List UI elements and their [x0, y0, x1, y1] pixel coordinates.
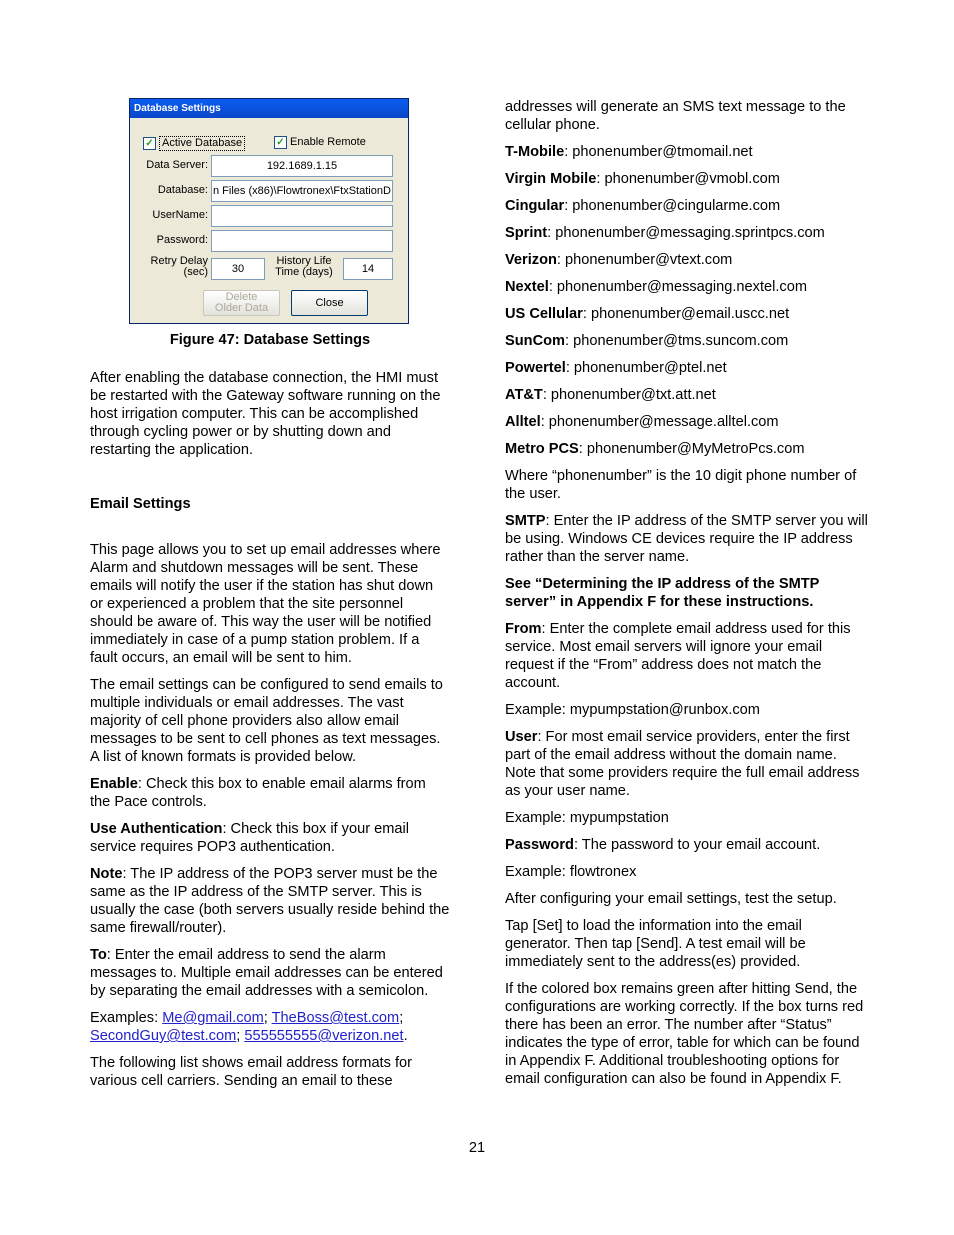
- example-link-2[interactable]: TheBoss@test.com: [271, 1010, 400, 1026]
- to-term: To: [90, 947, 107, 963]
- enable-remote-checkbox[interactable]: [274, 136, 366, 149]
- enable-text: : Check this box to enable email alarms from the Pace controls.: [90, 776, 426, 810]
- username-label: UserName:: [152, 209, 208, 221]
- history-life-input[interactable]: 14: [343, 258, 393, 280]
- after-configuring-paragraph: After configuring your email settings, test the setup.: [505, 891, 837, 907]
- figure-caption: Figure 47: Database Settings: [169, 332, 371, 348]
- user-paragraph: [505, 728, 870, 800]
- auth-term: Use Authentication: [90, 821, 223, 837]
- username-input[interactable]: [211, 205, 393, 227]
- carrier-name: Verizon: [505, 252, 557, 268]
- carrier-name: Powertel: [505, 360, 566, 376]
- dialog-title: Database Settings: [130, 99, 408, 118]
- password-paragraph: [505, 836, 870, 854]
- active-database-checkbox[interactable]: [143, 136, 245, 151]
- carrier-format: : phonenumber@email.uscc.net: [582, 306, 790, 322]
- data-server-input[interactable]: 192.1689.1.15: [211, 155, 393, 177]
- carrier-9: [505, 386, 870, 404]
- carrier-format: : phonenumber@tms.suncom.com: [565, 333, 789, 349]
- separator: ;: [236, 1028, 245, 1044]
- note-paragraph: [90, 865, 450, 937]
- carrier-3: [505, 224, 870, 242]
- carrier-name: Cingular: [505, 198, 565, 214]
- carrier-format: : phonenumber@messaging.nextel.com: [548, 279, 807, 295]
- example-link-4[interactable]: 555555555@verizon.net: [244, 1028, 404, 1044]
- examples-paragraph: [90, 1009, 450, 1045]
- smtp-term: SMTP: [505, 513, 546, 529]
- carrier-4: [505, 251, 870, 269]
- auth-text: : Check this box if your email service requires POP3 authentication.: [90, 821, 409, 855]
- carrier-1: [505, 170, 870, 188]
- history-life-label-line1: History Life: [276, 255, 332, 267]
- close-button[interactable]: Close: [291, 290, 368, 316]
- restart-paragraph: After enabling the database connection, the HMI must be restarted with the Gateway software running on the host irrigation computer. This can be accomplished through cycling power or by shutting down and restarting the application.: [90, 370, 441, 458]
- tap-set-paragraph: Tap [Set] to load the information into the email generator. Then tap [Send]. A test email will be immediately sent to the address(es) provided.: [505, 918, 806, 970]
- carrier-2: [505, 197, 870, 215]
- password-example: Example: flowtronex: [505, 864, 637, 880]
- sms-paragraph: addresses will generate an SMS text message to the cellular phone.: [505, 99, 846, 133]
- carrier-format: : phonenumber@tmomail.net: [564, 144, 753, 160]
- checkmark-icon: ✓: [143, 137, 156, 150]
- database-label: Database:: [157, 184, 208, 196]
- carrier-0: [505, 143, 870, 161]
- retry-delay-label-line2: (sec): [183, 266, 208, 278]
- to-text: : Enter the email address to send the alarm messages to. Multiple email addresses can be entered by separating the email addresses with a semicolon.: [90, 947, 443, 999]
- history-life-label-line2: Time (days): [275, 266, 333, 278]
- auth-paragraph: [90, 820, 450, 856]
- separator: ;: [263, 1010, 272, 1026]
- carrier-format: : phonenumber@cingularme.com: [564, 198, 781, 214]
- right-column: [505, 98, 870, 1097]
- active-database-label: Active Database: [159, 136, 245, 151]
- from-example: Example: mypumpstation@runbox.com: [505, 702, 760, 718]
- page-number: 21: [468, 1140, 486, 1156]
- password-input[interactable]: [211, 230, 393, 252]
- carrier-name: Alltel: [505, 414, 541, 430]
- carrier-format: : phonenumber@MyMetroPcs.com: [578, 441, 805, 457]
- examples-label: Examples:: [90, 1010, 163, 1026]
- password-term: Password: [505, 837, 574, 853]
- example-link-1[interactable]: Me@gmail.com: [162, 1010, 264, 1026]
- note-text: : The IP address of the POP3 server must be the same as the IP address of the SMTP server. This is usually the case (both servers usually reside behind the same firewall/router).: [90, 866, 450, 936]
- carrier-7: [505, 332, 870, 350]
- password-text: : The password to your email account.: [573, 837, 821, 853]
- delete-button-line1: Delete: [225, 291, 258, 303]
- delete-older-data-button[interactable]: [203, 290, 280, 316]
- database-settings-dialog: [129, 98, 409, 324]
- to-paragraph: [90, 946, 450, 1000]
- history-life-label: [270, 256, 338, 278]
- from-text: : Enter the complete email address used for this service. Most email servers will ignore your email request if the “From” address does not match the account.: [505, 621, 851, 691]
- enable-term: Enable: [90, 776, 138, 792]
- carrier-format: : phonenumber@vtext.com: [556, 252, 733, 268]
- retry-delay-label: [134, 256, 208, 278]
- colored-box-paragraph: If the colored box remains green after hitting Send, the configurations are working correctly. If the box turns red there has been an error. The number after “Status” indicates the type of error, table for which can be found in Appendix F. Additional troubleshooting options for email configuration can also be found in Appendix F.: [505, 981, 864, 1087]
- carrier-5: [505, 278, 870, 296]
- see-appendix-paragraph: See “Determining the IP address of the SMTP server” in Appendix F for these instructions.: [505, 576, 820, 610]
- smtp-text: : Enter the IP address of the SMTP server you will be using. Windows CE devices require the IP address rather than the server name.: [505, 513, 868, 565]
- from-term: From: [505, 621, 542, 637]
- carrier-name: Nextel: [505, 279, 549, 295]
- email-settings-heading: Email Settings: [90, 496, 191, 512]
- period: .: [403, 1028, 408, 1044]
- enable-paragraph: [90, 775, 450, 811]
- carrier-name: Sprint: [505, 225, 548, 241]
- database-input[interactable]: n Files (x86)\Flowtronex\FtxStationD: [211, 180, 393, 202]
- email-config-paragraph: The email settings can be configured to send emails to multiple individuals or email addresses. The vast majority of cell phone providers also allow email messages to be sent to cell phones as text messages. A list of known formats is provided below.: [90, 677, 443, 765]
- carrier-format: : phonenumber@messaging.sprintpcs.com: [547, 225, 825, 241]
- carrier-name: T-Mobile: [505, 144, 565, 160]
- user-text: : For most email service providers, enter the first part of the email address without the domain name. Note that some providers require the full email address as your user name.: [505, 729, 860, 799]
- checkmark-icon: ✓: [274, 136, 287, 149]
- carrier-name: SunCom: [505, 333, 565, 349]
- carrier-name: US Cellular: [505, 306, 583, 322]
- carrier-name: Virgin Mobile: [505, 171, 597, 187]
- carrier-11: [505, 440, 870, 458]
- carrier-6: [505, 305, 870, 323]
- carrier-name: Metro PCS: [505, 441, 579, 457]
- user-term: User: [505, 729, 538, 745]
- retry-delay-label-line1: Retry Delay: [150, 255, 208, 267]
- carrier-10: [505, 413, 870, 431]
- delete-button-line2: Older Data: [214, 302, 269, 314]
- example-link-3[interactable]: SecondGuy@test.com: [90, 1028, 237, 1044]
- carrier-format: : phonenumber@txt.att.net: [542, 387, 716, 403]
- carrier-name: AT&T: [505, 387, 543, 403]
- from-paragraph: [505, 620, 870, 692]
- carrier-8: [505, 359, 870, 377]
- left-column: [90, 369, 450, 468]
- smtp-paragraph: [505, 512, 870, 566]
- password-label: Password:: [156, 234, 208, 246]
- carrier-format: : phonenumber@message.alltel.com: [540, 414, 779, 430]
- carrier-format: : phonenumber@ptel.net: [565, 360, 727, 376]
- retry-delay-input[interactable]: 30: [211, 258, 265, 280]
- left-column-email: [90, 495, 450, 1099]
- email-intro-paragraph: This page allows you to set up email addresses where Alarm and shutdown messages will be sent. These emails will notify the user if the station has shut down or experienced a problem that the site personnel should be aware of. This way the user will be notified immediately in case of a pump station problem. If a fault occurs, an email will be sent to him.: [90, 542, 441, 666]
- separator: ;: [399, 1010, 404, 1026]
- carrier-list-intro: The following list shows email address formats for various cell carriers. Sending an email to these: [90, 1055, 412, 1089]
- data-server-label: Data Server:: [146, 159, 208, 171]
- enable-remote-label: Enable Remote: [290, 136, 366, 148]
- carrier-format: : phonenumber@vmobl.com: [596, 171, 780, 187]
- phonenumber-note: Where “phonenumber” is the 10 digit phone number of the user.: [505, 468, 857, 502]
- user-example: Example: mypumpstation: [505, 810, 669, 826]
- note-term: Note: [90, 866, 123, 882]
